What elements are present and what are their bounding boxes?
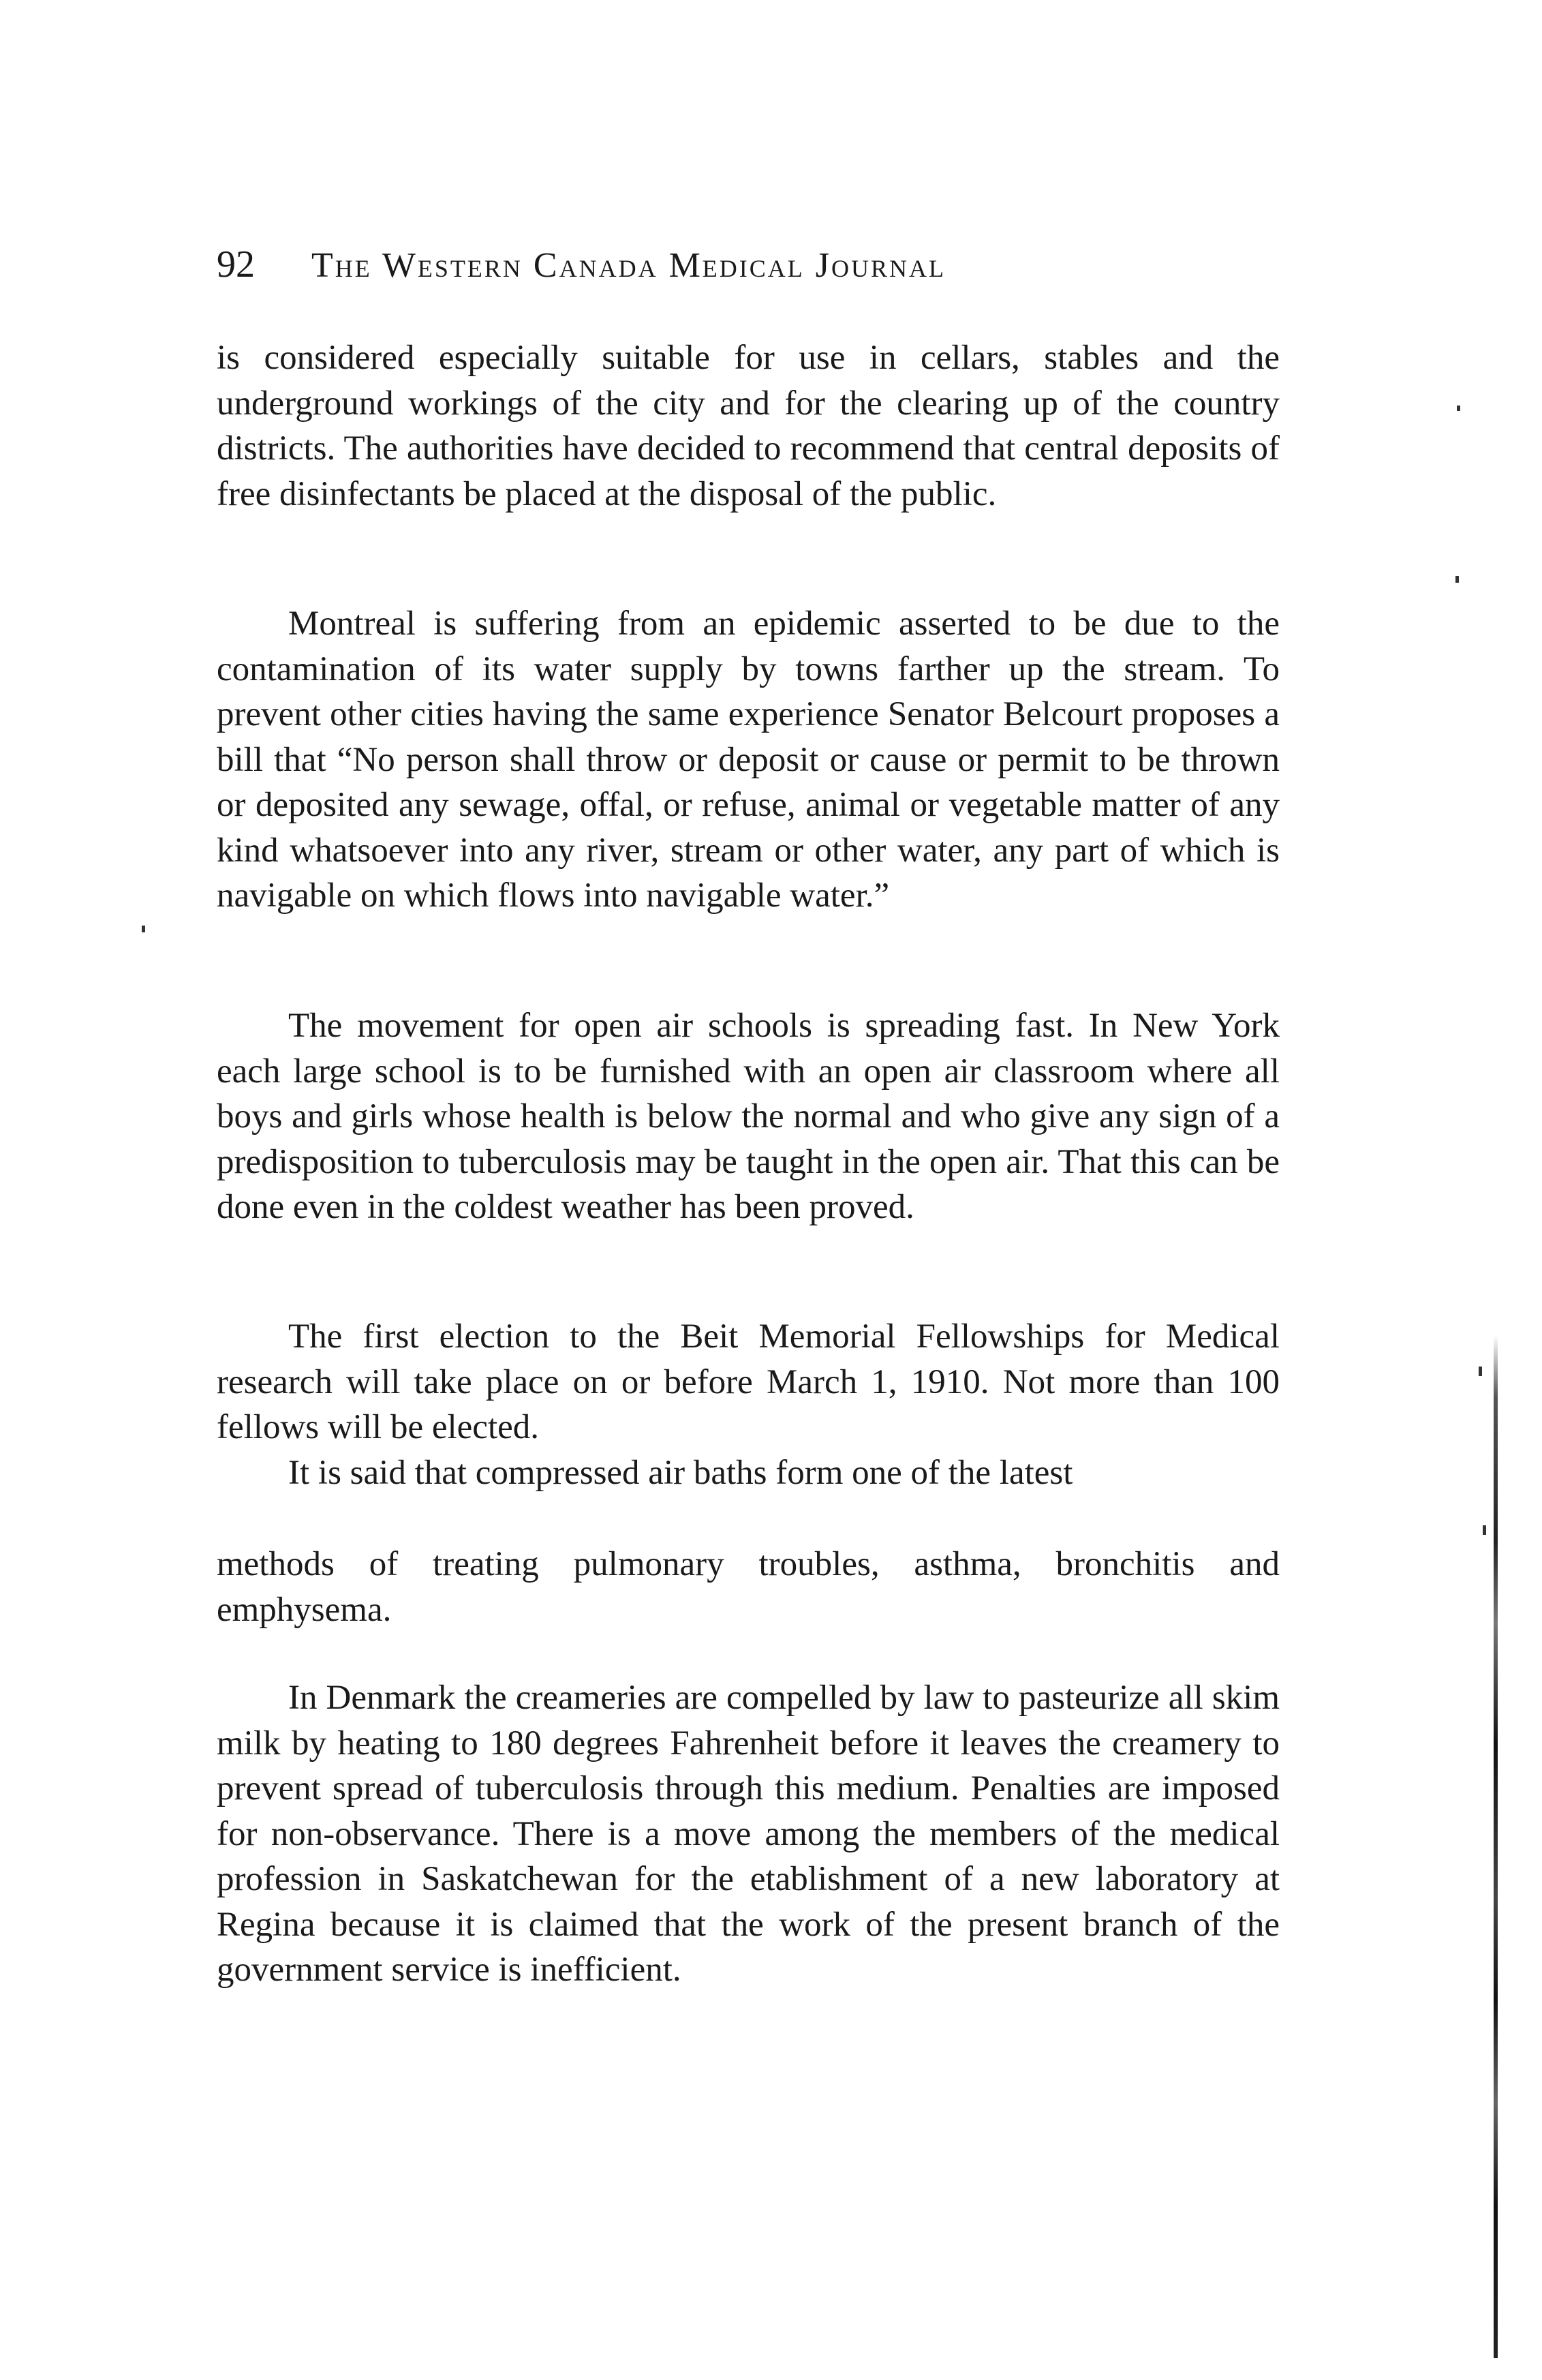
scan-speck <box>1479 1367 1482 1376</box>
running-title: The Western Canada Medical Journal <box>311 246 946 285</box>
paragraph-open-air-schools: The movement for open air schools is spreading fast. In New York each large school is to be furnished with an open air classroom where all boys and girls whose health is below the normal and who give any sign of a predisposition to tuberculosis may be taught in the open air. That this can be done even in the coldest weather has been proved. <box>217 1007 1280 1226</box>
paragraph-beit-fellowships: The first election to the Beit Memorial Fellowships for Medical research will take place on or before March 1, 1910. Not more than 100 fellows will be elected. <box>217 1317 1280 1446</box>
scan-speck <box>1483 1525 1486 1535</box>
page-number: 92 <box>217 243 255 286</box>
paragraph-disinfectants: is considered especially suitable for use in cellars, stables and the underground workings of the city and for the clearing up of the country districts. The authorities have decided to recommend that central deposits of free disinfectants be placed at the disposal of the public. <box>217 339 1280 513</box>
paragraph-compressed-air-baths-continued: methods of treating pulmonary troubles, asthma, bronchitis and emphysema. <box>217 1545 1280 1629</box>
scan-edge-artifact <box>1494 1336 1498 2358</box>
scan-speck <box>1455 576 1459 583</box>
paragraph-compressed-air-baths: It is said that compressed air baths form one of the latest <box>288 1454 1073 1492</box>
scan-speck <box>1457 406 1460 411</box>
scan-speck <box>142 926 145 932</box>
paragraph-montreal-epidemic: Montreal is suffering from an epidemic asserted to be due to the contamination of its water supply by towns farther up the stream. To prevent other cities having the same experience Senator Belcourt proposes a bill that “No person shall throw or deposit or cause or permit to be thrown or deposited any sewage, offal, or refuse, animal or vegetable matter of any kind whatsoever into any river, stream or other water, any part of which is navigable on which flows into navigable water.” <box>217 605 1280 915</box>
paragraph-denmark-creameries: In Denmark the creameries are compelled by law to pasteurize all skim milk by heating to 180 degrees Fahrenheit before it leaves the creamery to prevent spread of tuberculosis through this medium. Penalties are imposed for non-observance. There is a move among the members of the medical profession in Saskatchewan for the etablishment of a new laboratory at Regina because it is claimed that the work of the present branch of the government service is inefficient. <box>217 1679 1280 1989</box>
page-header <box>217 237 1280 292</box>
